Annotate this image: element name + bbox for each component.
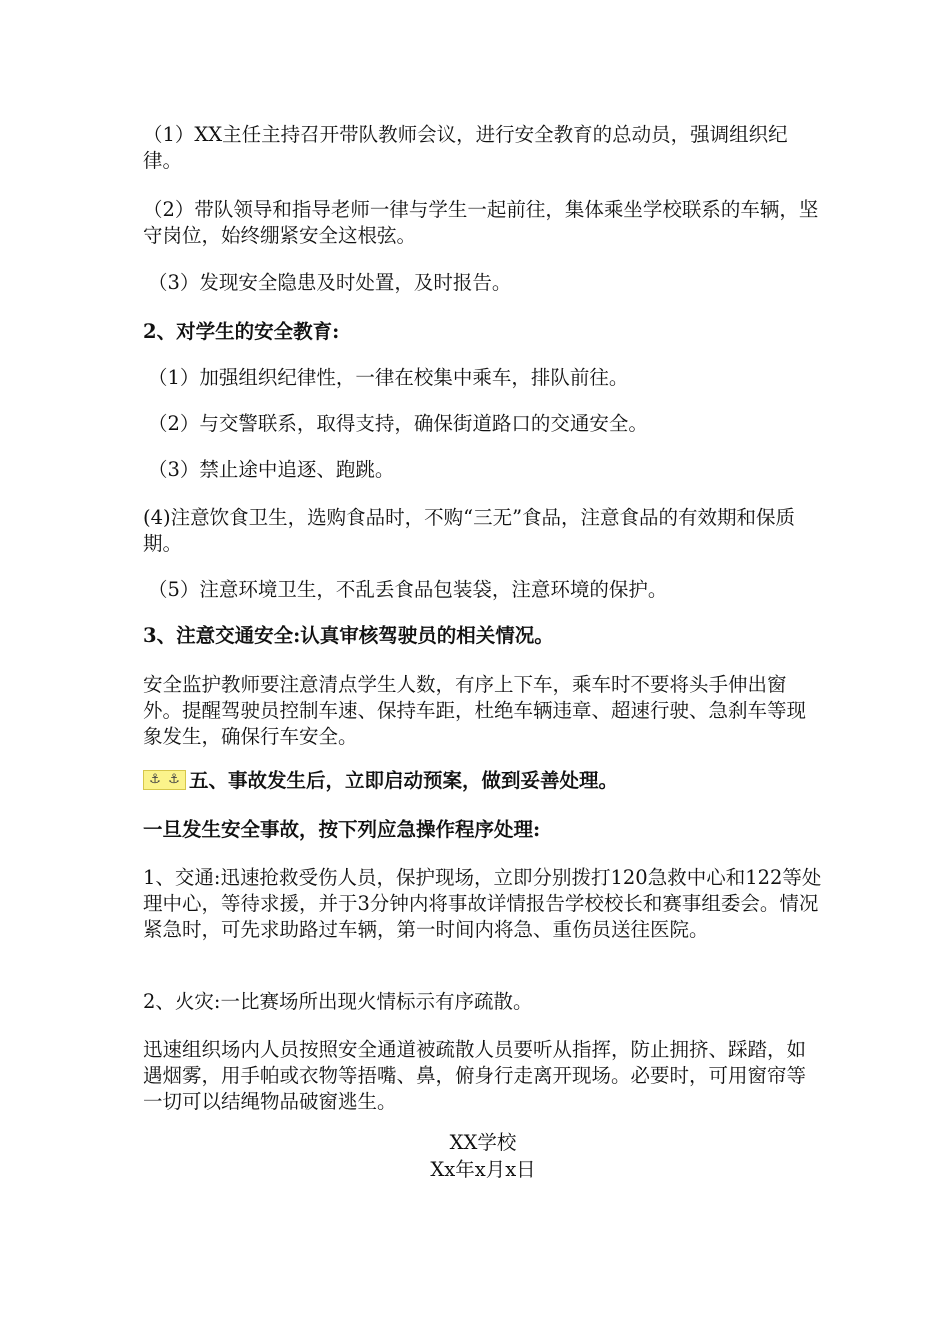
anchor-icons (143, 770, 186, 790)
signature-school: XX学校 (449, 1131, 517, 1154)
paragraph: 安全监护教师要注意清点学生人数，有序上下车，乘车时不要将头手伸出窗外。提醒驾驶员控制车速、保持车距，杜绝车辆违章、超速行驶、急刹车等现象发生，确保行车安全。 (143, 673, 807, 748)
paragraph: 1、交通:迅速抢救受伤人员，保护现场，立即分别拨打120急救中心和122等处理中心，等待求援，并于3分钟内将事故详情报告学校校长和赛事组委会。情况紧急时，可先求助路过车辆，第一时间内将急、重伤员送往医院。 (143, 866, 822, 941)
section-heading: 3、注意交通安全:认真审核驾驶员的相关情况。 (143, 624, 554, 647)
paragraph: （1）XX主任主持召开带队教师会议，进行安全教育的总动员，强调组织纪律。 (143, 123, 788, 172)
paragraph: （3）禁止途中追逐、跑跳。 (148, 458, 395, 481)
anchor-icon: ⚓ (149, 772, 161, 787)
signature-date: Xx年x月x日 (430, 1158, 536, 1181)
paragraph: （2）带队领导和指导老师一律与学生一起前往，集体乘坐学校联系的车辆，坚守岗位，始终绷紧安全这根弦。 (143, 198, 819, 247)
paragraph: （1）加强组织纪律性，一律在校集中乘车，排队前往。 (148, 366, 629, 389)
paragraph: （5）注意环境卫生，不乱丢食品包装袋，注意环境的保护。 (148, 578, 668, 601)
paragraph: 2、火灾:一比赛场所出现火情标示有序疏散。 (143, 990, 533, 1013)
paragraph: (4)注意饮食卫生，选购食品时，不购“三无”食品，注意食品的有效期和保质期。 (143, 506, 796, 555)
paragraph: 迅速组织场内人员按照安全通道被疏散人员要听从指挥，防止拥挤、踩踏，如遇烟雾，用手帕或衣物等捂嘴、鼻，俯身行走离开现场。必要时，可用窗帘等一切可以结绳物品破窗逃生。 (143, 1038, 807, 1113)
anchor-icon: ⚓ (168, 772, 180, 787)
paragraph: （3）发现安全隐患及时处置，及时报告。 (148, 271, 512, 294)
section-heading-text: 五、事故发生后，立即启动预案，做到妥善处理。 (189, 769, 619, 792)
paragraph: （2）与交警联系，取得支持，确保街道路口的交通安全。 (148, 412, 648, 435)
section-heading: 2、对学生的安全教育: (143, 320, 340, 343)
section-heading: 一旦发生安全事故，按下列应急操作程序处理: (143, 818, 541, 841)
section-heading-five (143, 768, 823, 794)
